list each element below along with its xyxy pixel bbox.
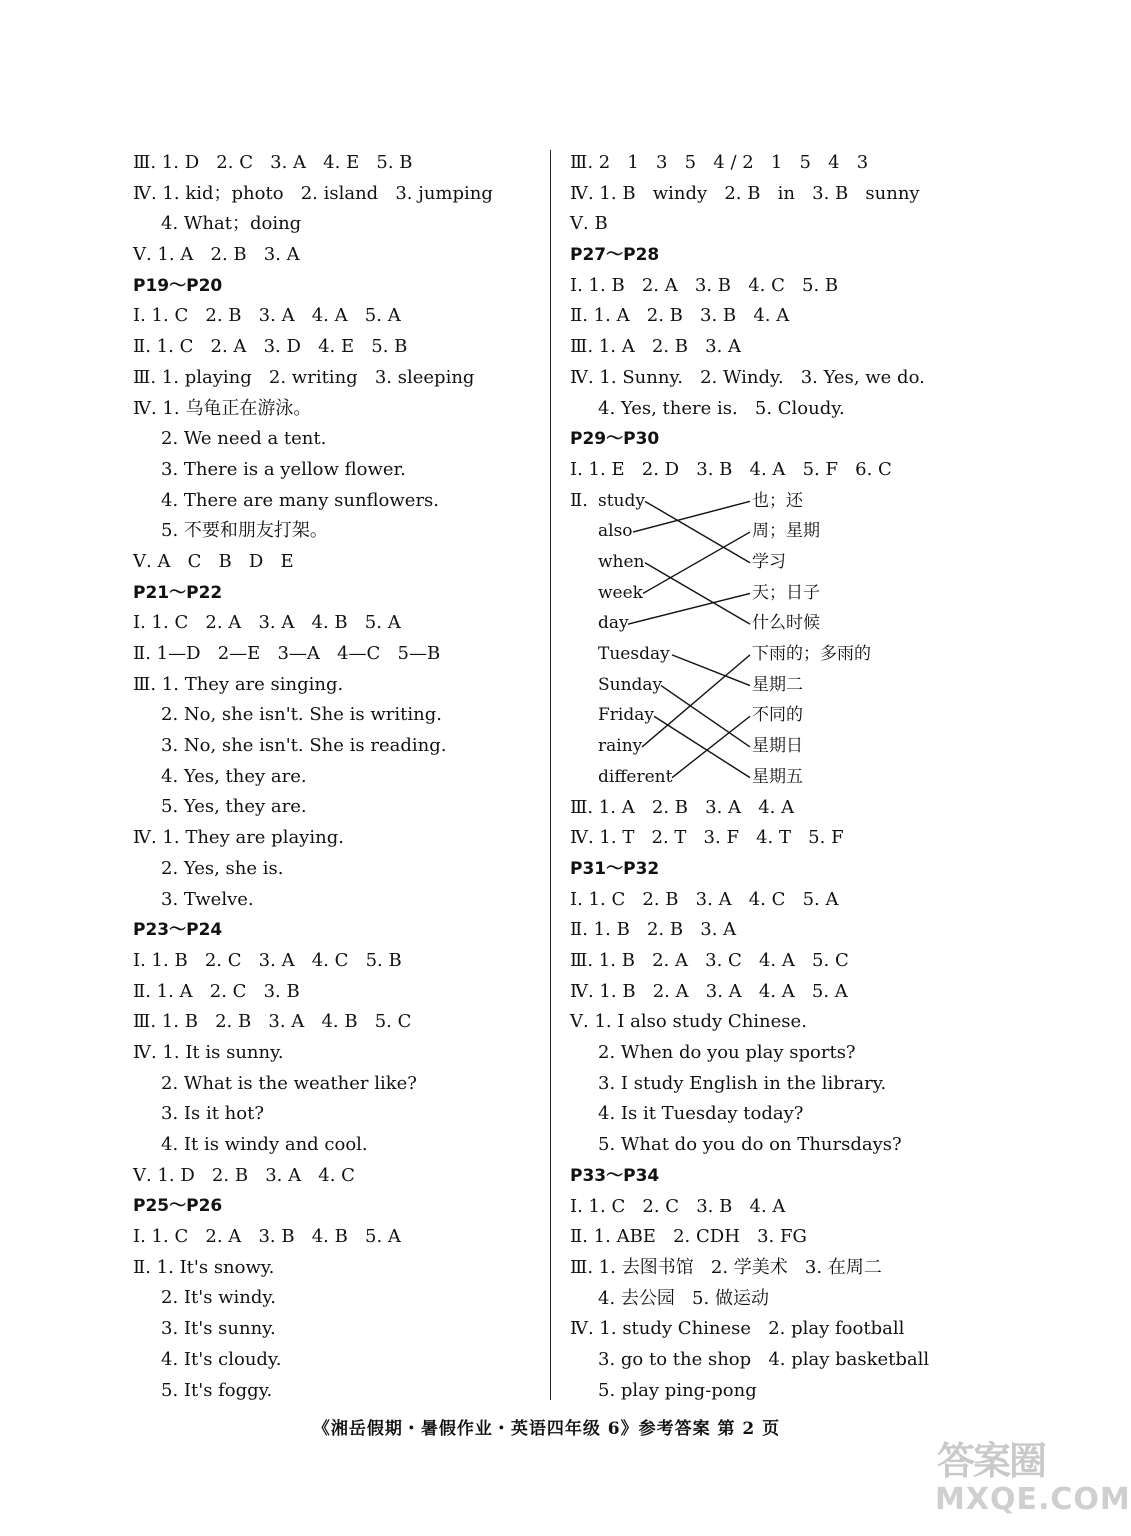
watermark-logo xyxy=(925,1426,1131,1526)
answer-line: Ⅴ. 1. I also study Chinese. xyxy=(570,1011,807,1033)
section-heading: P23～P24 xyxy=(133,920,223,941)
answer-line: 4. 去公园 5. 做运动 xyxy=(598,1287,769,1309)
answer-line: Ⅳ. 1. kid；photo 2. island 3. jumping xyxy=(133,182,493,204)
answer-line: 2. It's windy. xyxy=(161,1287,276,1309)
answer-line: Ⅳ. 1. Sunny. 2. Windy. 3. Yes, we do. xyxy=(570,366,925,388)
section-heading: P25～P26 xyxy=(133,1196,223,1217)
match-meaning: 星期二 xyxy=(752,674,803,695)
match-connector xyxy=(628,593,750,624)
match-word: day xyxy=(598,613,629,634)
answer-line: Ⅴ. A C B D E xyxy=(133,550,294,572)
answer-line: Ⅱ. 1. C 2. A 3. D 4. E 5. B xyxy=(133,336,408,358)
answer-line: Ⅰ. 1. C 2. B 3. A 4. C 5. A xyxy=(570,888,839,910)
match-meaning: 不同的 xyxy=(752,705,803,726)
answer-line: 2. We need a tent. xyxy=(161,428,327,450)
answer-line: 2. What is the weather like? xyxy=(161,1072,417,1094)
answer-line: Ⅱ. 1—D 2—E 3—A 4—C 5—B xyxy=(133,643,441,664)
match-word: study xyxy=(598,490,645,511)
match-word: Tuesday xyxy=(598,644,670,665)
answer-line: 5. 不要和朋友打架。 xyxy=(161,520,328,542)
answer-line: 4. Yes, they are. xyxy=(161,765,307,787)
left-answer-column xyxy=(133,148,543,1406)
matching-exercise xyxy=(570,486,990,793)
right-top-block xyxy=(570,148,990,486)
match-meaning: 也；还 xyxy=(752,490,803,511)
answer-line: 2. When do you play sports? xyxy=(598,1042,856,1064)
section-heading: P33～P34 xyxy=(570,1165,660,1186)
answer-line: Ⅳ. 1. B 2. A 3. A 4. A 5. A xyxy=(570,980,848,1002)
section-heading: P31～P32 xyxy=(570,858,660,879)
section-heading: P27～P28 xyxy=(570,245,660,266)
match-connector xyxy=(672,654,750,685)
answer-line: 5. Yes, they are. xyxy=(161,796,307,818)
match-word: also xyxy=(598,521,633,542)
section-heading: P19～P20 xyxy=(133,275,223,296)
answer-line: Ⅳ. 1. 乌龟正在游泳。 xyxy=(133,397,312,419)
match-connector xyxy=(654,716,750,777)
answer-line: 3. I study English in the library. xyxy=(598,1072,887,1094)
section-heading: P21～P22 xyxy=(133,582,223,603)
match-meaning: 学习 xyxy=(752,551,786,572)
answer-line: 3. Is it hot? xyxy=(161,1103,264,1125)
answer-line: 4. Yes, there is. 5. Cloudy. xyxy=(598,397,845,419)
answer-line: 4. There are many sunflowers. xyxy=(161,489,440,511)
match-meaning: 天；日子 xyxy=(752,582,820,603)
answer-line: Ⅱ. 1. A 2. C 3. B xyxy=(133,980,300,1002)
answer-line: 2. No, she isn't. She is writing. xyxy=(161,704,442,726)
match-connector xyxy=(642,654,750,746)
match-word: week xyxy=(598,582,643,603)
answer-line: 4. Is it Tuesday today? xyxy=(598,1103,804,1125)
answer-line: Ⅱ. 1. ABE 2. CDH 3. FG xyxy=(570,1226,807,1248)
matching-label: Ⅱ. xyxy=(570,489,588,511)
answer-line: Ⅰ. 1. E 2. D 3. B 4. A 5. F 6. C xyxy=(570,458,892,480)
match-connector xyxy=(661,685,750,746)
match-word: different xyxy=(598,766,673,787)
answer-line: Ⅳ. 1. They are playing. xyxy=(133,827,344,849)
match-word: Friday xyxy=(598,705,654,726)
answer-line: Ⅳ. 1. T 2. T 3. F 4. T 5. F xyxy=(570,827,844,849)
answer-line: Ⅱ. 1. A 2. B 3. B 4. A xyxy=(570,305,790,327)
answer-line: 3. There is a yellow flower. xyxy=(161,458,406,480)
match-connector xyxy=(645,501,750,562)
answer-line: Ⅰ. 1. C 2. C 3. B 4. A xyxy=(570,1195,786,1217)
match-connector xyxy=(672,716,750,777)
match-meaning: 星期五 xyxy=(752,766,803,787)
answer-line: Ⅲ. 1. 去图书馆 2. 学美术 3. 在周二 xyxy=(570,1256,882,1278)
answer-line: Ⅲ. 1. A 2. B 3. A xyxy=(570,336,742,358)
answer-line: Ⅳ. 1. B windy 2. B in 3. B sunny xyxy=(570,182,920,204)
match-meaning: 周；星期 xyxy=(752,521,820,542)
answer-line: Ⅰ. 1. C 2. A 3. B 4. B 5. A xyxy=(133,1226,401,1248)
match-word: rainy xyxy=(598,736,643,757)
answer-line: Ⅳ. 1. It is sunny. xyxy=(133,1041,284,1063)
answer-line: Ⅰ. 1. B 2. A 3. B 4. C 5. B xyxy=(570,274,839,296)
answer-line: Ⅲ. 2 1 3 5 4 / 2 1 5 4 3 xyxy=(570,152,869,173)
match-meaning: 什么时候 xyxy=(752,613,820,634)
watermark-stamp: 答案圈 xyxy=(937,1439,1046,1483)
answer-line: Ⅱ. 1. B 2. B 3. A xyxy=(570,919,737,941)
answer-line: Ⅴ. 1. A 2. B 3. A xyxy=(133,244,300,266)
answer-line: Ⅲ. 1. B 2. A 3. C 4. A 5. C xyxy=(570,950,849,971)
answer-line: Ⅴ. B xyxy=(570,213,608,235)
answer-line: 4. It is windy and cool. xyxy=(161,1134,368,1155)
matching-lines xyxy=(570,486,870,796)
answer-line: Ⅴ. 1. D 2. B 3. A 4. C xyxy=(133,1164,355,1186)
match-connector xyxy=(645,562,750,623)
answer-line: 3. No, she isn't. She is reading. xyxy=(161,735,447,757)
answer-line: Ⅰ. 1. B 2. C 3. A 4. C 5. B xyxy=(133,949,402,971)
section-heading: P29～P30 xyxy=(570,429,660,450)
page-footer: 《湘岳假期・暑假作业・英语四年级 6》参考答案 第 2 页 xyxy=(312,1419,781,1439)
answer-line: 5. What do you do on Thursdays? xyxy=(598,1134,902,1156)
answer-line: 5. It's foggy. xyxy=(161,1379,273,1401)
answer-line: Ⅰ. 1. C 2. A 3. A 4. B 5. A xyxy=(133,612,401,634)
answer-line: Ⅲ. 1. A 2. B 3. A 4. A xyxy=(570,796,795,818)
match-meaning: 星期日 xyxy=(752,736,803,757)
answer-line: 5. play ping-pong xyxy=(598,1379,757,1401)
right-bottom-block xyxy=(570,793,990,1407)
answer-line: 4. It's cloudy. xyxy=(161,1348,282,1370)
answer-line: Ⅲ. 1. playing 2. writing 3. sleeping xyxy=(133,366,475,388)
answer-line: 2. Yes, she is. xyxy=(161,857,284,879)
answer-line: Ⅲ. 1. D 2. C 3. A 4. E 5. B xyxy=(133,152,413,173)
answer-line: 3. go to the shop 4. play basketball xyxy=(598,1348,930,1370)
answer-line: Ⅲ. 1. They are singing. xyxy=(133,673,344,695)
answer-line: Ⅱ. 1. It's snowy. xyxy=(133,1256,275,1278)
right-answer-column xyxy=(570,148,990,1406)
match-meaning: 下雨的；多雨的 xyxy=(752,644,871,665)
answer-line: 4. What；doing xyxy=(161,213,302,235)
watermark-text: MXQE.COM xyxy=(935,1482,1131,1517)
match-connector xyxy=(633,501,750,532)
match-word: Sunday xyxy=(598,674,663,695)
answer-line: Ⅰ. 1. C 2. B 3. A 4. A 5. A xyxy=(133,305,401,327)
answer-line: 3. It's sunny. xyxy=(161,1318,276,1340)
match-connector xyxy=(643,532,750,593)
answer-line: Ⅲ. 1. B 2. B 3. A 4. B 5. C xyxy=(133,1011,412,1033)
answer-line: Ⅳ. 1. study Chinese 2. play football xyxy=(570,1318,905,1340)
column-divider xyxy=(550,150,551,1400)
answer-line: 3. Twelve. xyxy=(161,888,254,910)
match-word: when xyxy=(598,551,645,572)
